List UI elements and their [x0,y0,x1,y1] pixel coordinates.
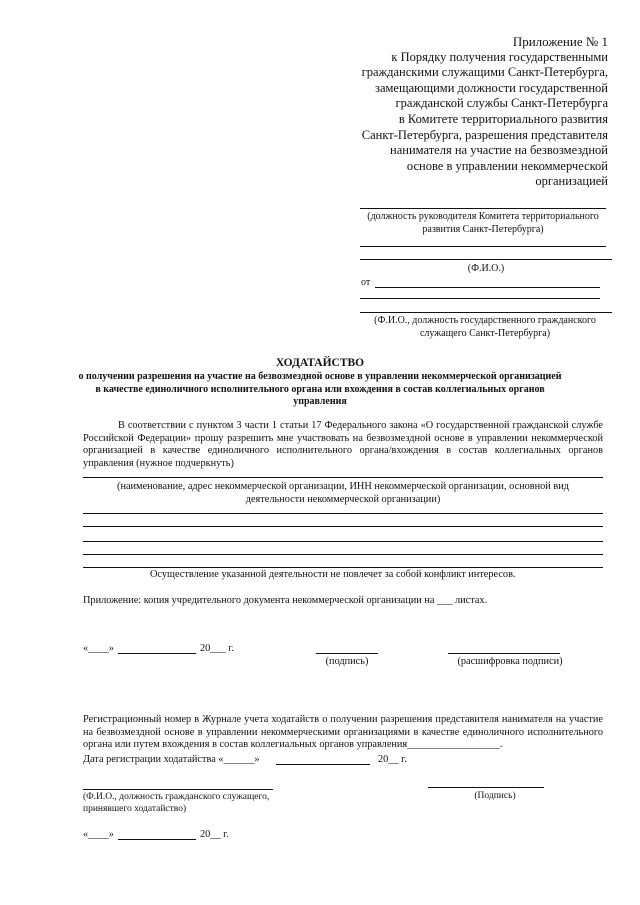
registration-month-line [276,764,370,765]
decode-caption: (расшифровка подписи) [457,656,563,667]
sender-caption-line-1: (Ф.И.О., должность государственного гражданского [374,315,596,326]
clerk-sign-caption: (Подпись) [474,791,516,801]
org-extra-line-4 [83,554,603,555]
registration-date-label: Дата регистрации ходатайства «______» [83,754,260,765]
clerk-caption-line-1: (Ф.И.О., должность гражданского служащего, [83,792,270,802]
position-caption [340,210,626,236]
attachment-line: Приложение: копия учредительного документа некоммерческой организации на ___ листах. [83,595,488,606]
signature-date-open: «____» [83,643,114,654]
signature-date-year: 20___ г. [200,643,234,654]
org-caption-line-2: деятельности некоммерческой организации) [245,494,441,505]
sender-blank-line-1 [360,298,600,299]
org-extra-line-3 [83,541,603,542]
sign-caption: (подпись) [325,656,369,667]
from-blank-line [375,287,600,288]
org-extra-line-1 [83,513,603,514]
subtitle-line-3: управления [293,396,347,407]
registration-paragraph: Регистрационный номер в Журнале учета ходатайств о получении разрешения представителя нанимателя на участие на безвозмездной основе в управлении некоммерческими организациями в качестве единоличного исполнительного органа или путем вхождения в состав коллегиальных органов управления__________________. [83,714,603,751]
signature-date-month-line [118,653,196,654]
org-caption-line-1: (наименование, адрес некоммерческой организации, ИНН некоммерческой организации, основной вид [117,481,569,492]
final-date-open: «____» [83,829,114,840]
sign-blank-line [316,653,378,654]
clerk-caption-line-2: принявшего ходатайство) [83,803,187,814]
clerk-sign-line [428,787,544,788]
conflict-statement: Осуществление указанной деятельности не повлечет за собой конфликт интересов. [150,569,516,580]
position-caption-line-2: развития Санкт-Петербурга) [422,224,544,235]
request-paragraph: В соответствии с пунктом 3 части 1 статьи 17 Федерального закона «О государственной гражданской службе Российской Федерации» прошу разрешить мне участвовать на безвозмездной основе в управлении некоммерческой организацией в качестве единоличного исполнительного органа/вхождения в состав коллегиальных органов управления (нужное подчеркнуть) [83,420,603,469]
final-date-year: 20__ г. [200,829,229,840]
appendix-line: гражданскими служащими Санкт-Петербурга, [361,65,608,80]
org-extra-line-2 [83,526,603,527]
subtitle-line-2: в качестве единоличного исполнительного органа или вхождения в состав коллегиальных органов [95,383,545,395]
subtitle-line-1: о получении разрешения на участие на безвозмездной основе в управлении некоммерческой организацией [78,371,562,382]
from-label: от [361,277,371,288]
document-subtitle [60,371,580,409]
registration-date-year: 20__ г. [378,754,407,765]
fio-caption: (Ф.И.О.) [467,263,505,274]
appendix-line: к Порядку получения государственными [391,49,608,64]
appendix-line: нанимателя на участие на безвозмездной [390,143,608,158]
appendix-line: организацией [535,174,608,189]
appendix-line: основе в управлении некоммерческой [406,158,608,173]
clerk-blank-line [83,789,273,790]
org-caption [83,480,603,506]
appendix-number: Приложение № 1 [512,34,608,49]
sender-blank-line-2 [360,312,612,313]
org-extra-line-5 [83,567,603,568]
appendix-line: Санкт-Петербурга, разрешения представителя [361,127,608,142]
appendix-line: гражданской службы Санкт-Петербурга [395,96,608,111]
name-blank-line-1 [360,246,606,247]
clerk-caption [83,792,269,815]
position-blank-line [360,208,606,209]
name-blank-line-2 [360,259,612,260]
org-blank-line [83,477,603,478]
appendix-line: замещающими должности государственной [375,80,608,95]
appendix-line: в Комитете территориального развития [398,111,608,126]
final-date-month-line [118,839,196,840]
position-caption-line-1: (должность руководителя Комитета территориального [367,211,599,222]
appendix-header [328,34,608,190]
document-title: ХОДАТАЙСТВО [275,357,365,369]
decode-blank-line [448,653,560,654]
sender-caption [350,314,620,340]
sender-caption-line-2: служащего Санкт-Петербурга) [419,328,551,339]
